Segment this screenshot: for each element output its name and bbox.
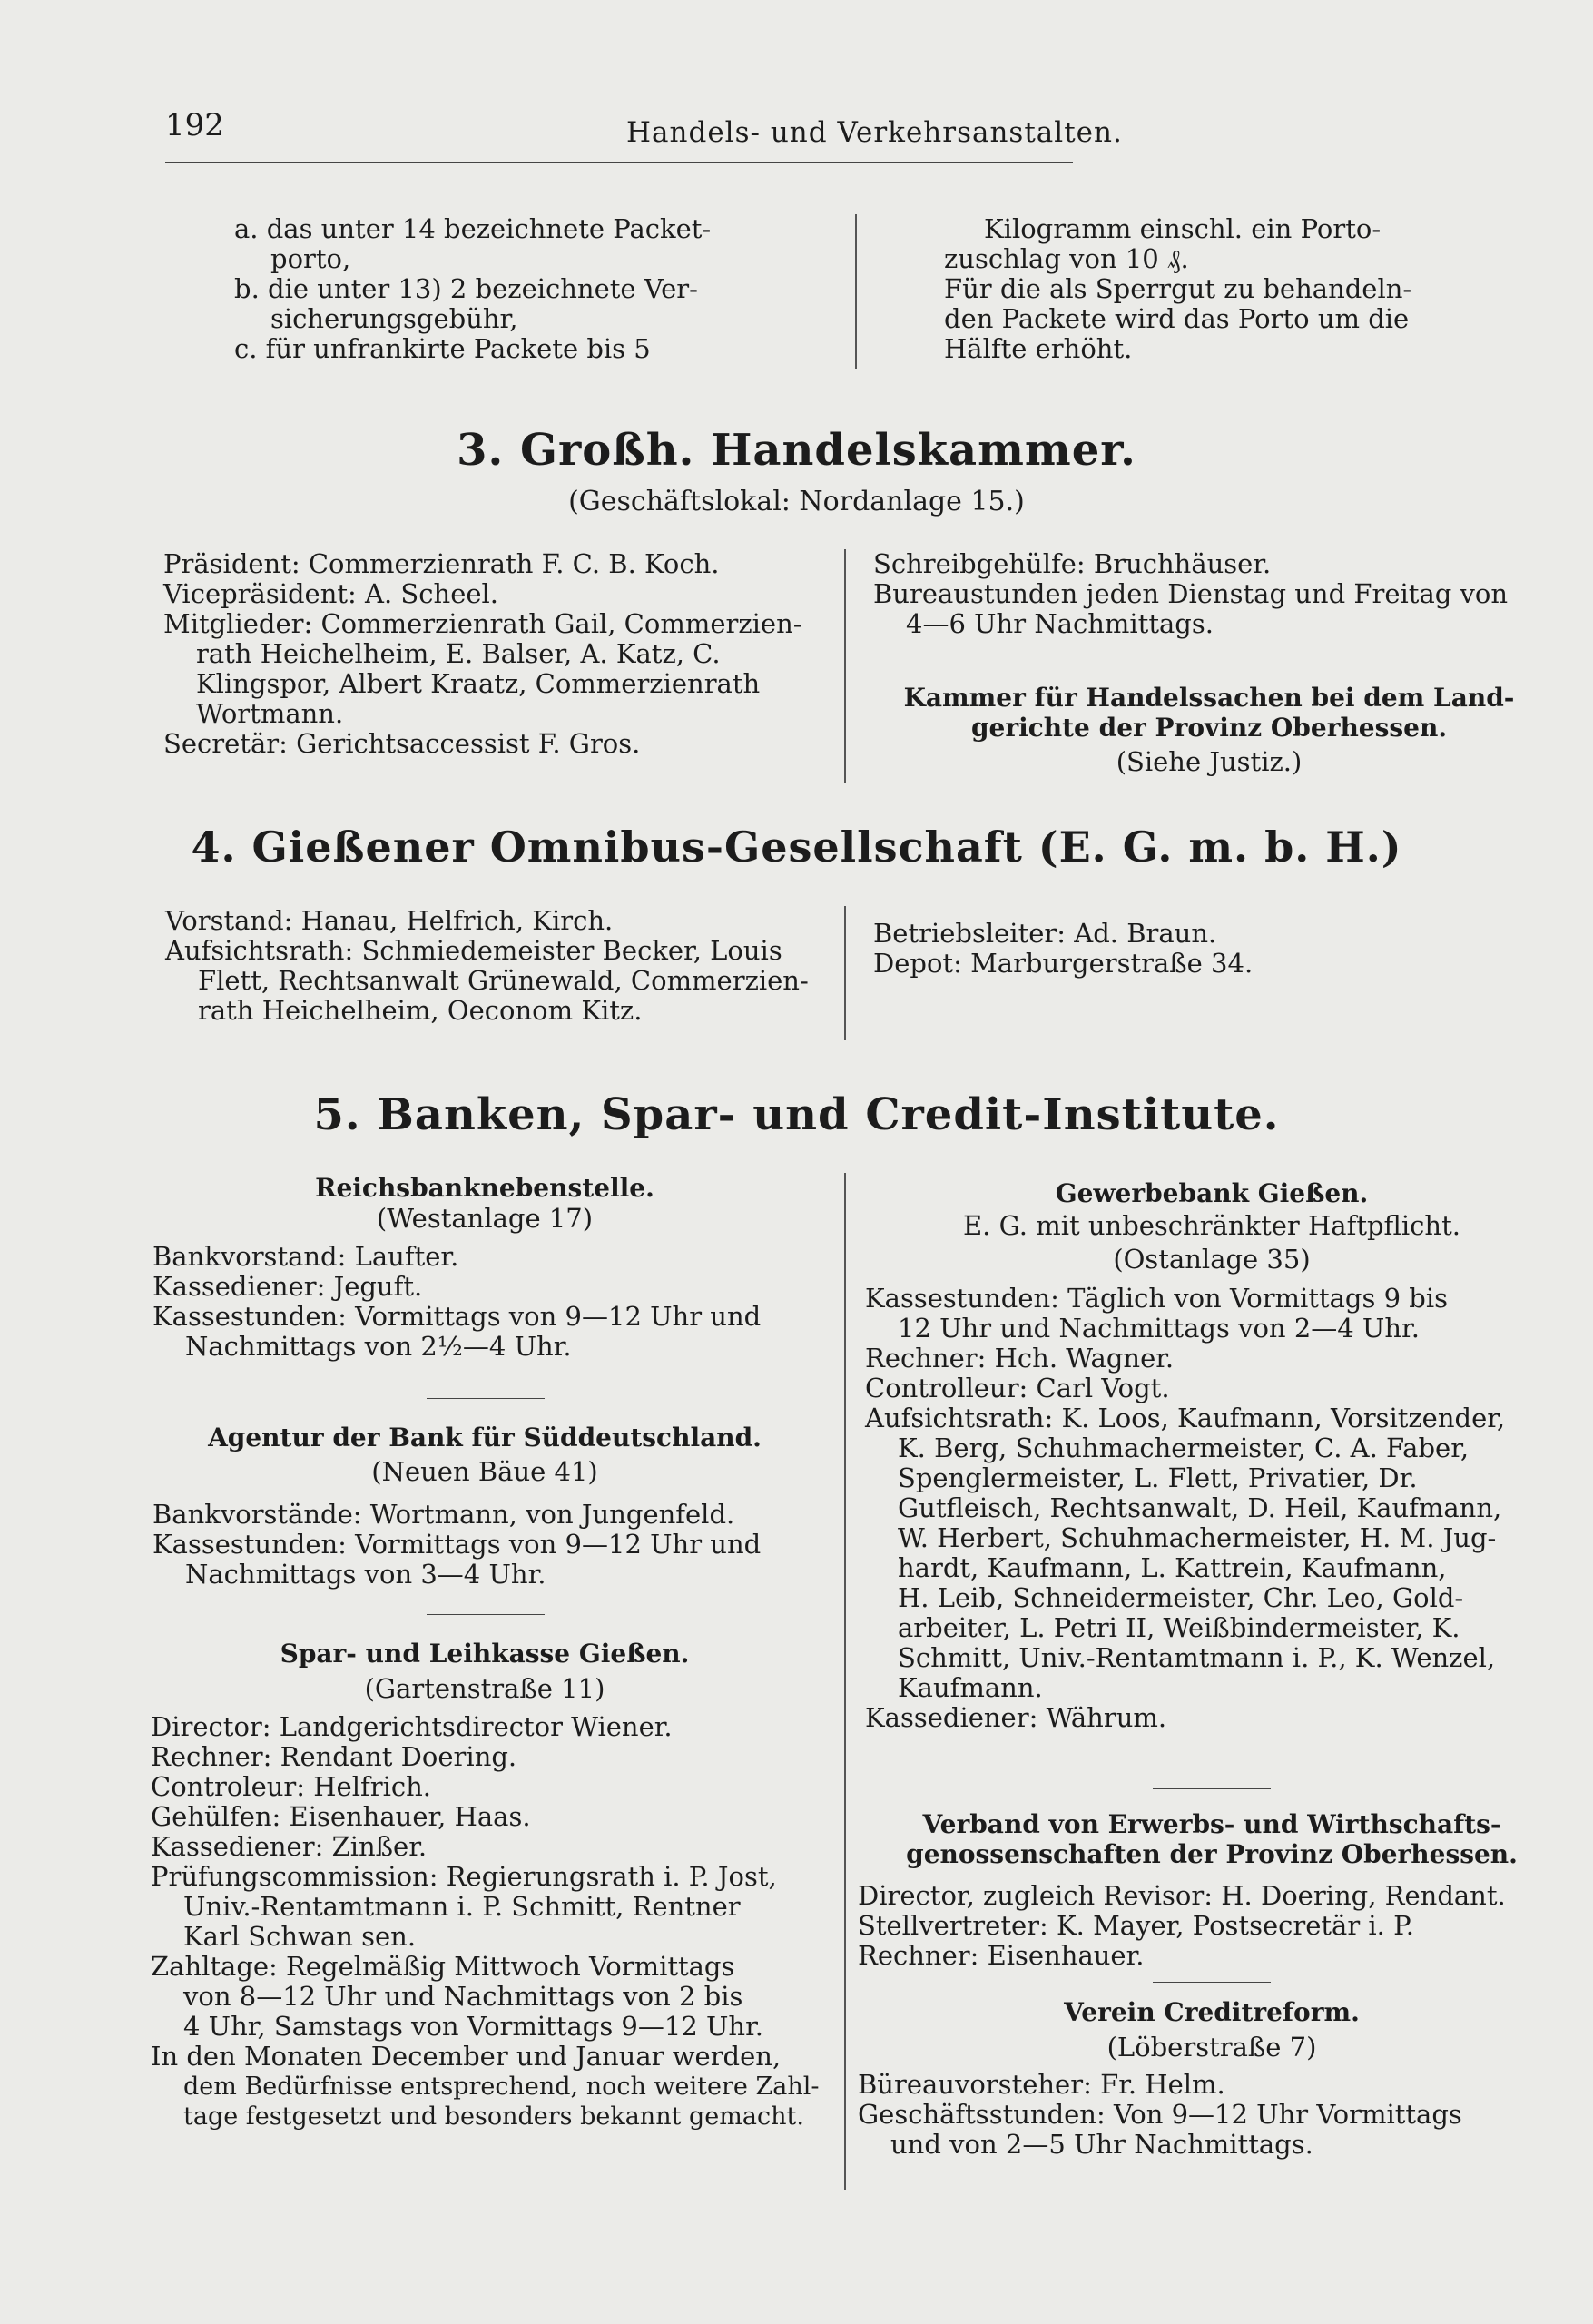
verband-heading-line: Verband von Erwerbs- und Wirthschafts-: [922, 1809, 1501, 1839]
text-line: Flett, Rechtsanwalt Grünewald, Commerzien-: [198, 965, 809, 996]
text-line: rath Heichelheim, Oeconom Kitz.: [198, 995, 643, 1026]
sparkasse-heading: Spar- und Leihkasse Gießen.: [280, 1639, 690, 1669]
text-line: Secretär: Gerichtsaccessist F. Gros.: [163, 728, 641, 759]
text-line: Bankvorstände: Wortmann, von Jungenfeld.: [152, 1499, 735, 1530]
column-divider: [855, 214, 857, 369]
text-line: Bankvorstand: Laufter.: [152, 1241, 459, 1272]
text-line: Aufsichtsrath: Schmiedemeister Becker, Louis: [165, 935, 782, 966]
verband-details: [858, 1881, 1506, 1971]
reichsbank-details: [152, 1242, 761, 1362]
running-title: Handels- und Verkehrsanstalten.: [626, 116, 1123, 149]
section-3-left: [163, 549, 802, 759]
gewerbebank-subline: E. G. mit unbeschränkter Haftpflicht.: [963, 1210, 1460, 1241]
text-line: Gutfleisch, Rechtsanwalt, D. Heil, Kaufmann,: [898, 1492, 1502, 1523]
gewerbebank-details: [865, 1284, 1505, 1733]
gewerbebank-address: (Ostanlage 35): [1113, 1244, 1311, 1275]
text-line: Für die als Sperrgut zu behandeln-: [944, 273, 1412, 304]
text-line: W. Herbert, Schuhmachermeister, H. M. Jug-: [898, 1522, 1497, 1553]
text-line: Rechner: Eisenhauer.: [858, 1940, 1145, 1971]
top-left-column: [234, 214, 711, 364]
text-line: Präsident: Commerzienrath F. C. B. Koch.: [163, 548, 720, 579]
text-line: sicherungsgebühr,: [270, 303, 518, 334]
kammer-heading-line: Kammer für Handelssachen bei dem Land-: [903, 683, 1515, 713]
text-line: Prüfungscommission: Regierungsrath i. P. Jost,: [151, 1861, 777, 1892]
verband-heading: [858, 1809, 1566, 1869]
text-line: Büreauvorsteher: Fr. Helm.: [858, 2069, 1225, 2100]
text-line: den Packete wird das Porto um die: [944, 303, 1410, 334]
text-line: Kassediener: Währum.: [865, 1702, 1167, 1733]
text-line: Hälfte erhöht.: [944, 333, 1133, 364]
separator: [427, 1398, 545, 1399]
text-line: hardt, Kaufmann, L. Kattrein, Kaufmann,: [898, 1552, 1447, 1583]
section-3-right: [873, 549, 1508, 639]
text-line: tage festgesetzt und besonders bekannt gemacht.: [183, 2102, 804, 2131]
agentur-address: (Neuen Bäue 41): [371, 1456, 598, 1487]
text-line: Nachmittags von 2½—4 Uhr.: [185, 1331, 572, 1362]
text-line: c. für unfrankirte Packete bis 5: [234, 333, 651, 364]
text-line: zuschlag von 10 ₰.: [944, 243, 1189, 274]
gewerbebank-heading: Gewerbebank Gießen.: [1055, 1178, 1369, 1208]
text-line: Stellvertreter: K. Mayer, Postsecretär i. P.: [858, 1910, 1414, 1941]
text-line: Rechner: Hch. Wagner.: [865, 1343, 1175, 1374]
text-line: b. die unter 13) 2 bezeichnete Ver-: [234, 273, 698, 304]
section-4-title: 4. Gießener Omnibus-Gesellschaft (E. G. m. b. H.): [191, 822, 1402, 872]
section-4-right: [873, 919, 1253, 979]
section-4-left: [165, 906, 809, 1026]
text-line: In den Monaten December und Januar werden,: [151, 2041, 782, 2072]
separator: [427, 1614, 545, 1615]
text-line: Kaufmann.: [898, 1672, 1043, 1703]
separator: [1153, 1788, 1271, 1789]
reichsbank-address: (Westanlage 17): [376, 1203, 594, 1234]
text-line: Director: Landgerichtsdirector Wiener.: [151, 1711, 673, 1742]
sparkasse-details: [151, 1712, 819, 2132]
text-line: Rechner: Rendant Doering.: [151, 1741, 517, 1772]
section-3-title: 3. Großh. Handelskammer.: [457, 425, 1136, 476]
text-line: Klingspor, Albert Kraatz, Commerzienrath: [196, 668, 761, 699]
text-line: porto,: [270, 243, 351, 274]
verein-details: [858, 2070, 1462, 2160]
text-line: Depot: Marburgerstraße 34.: [873, 948, 1254, 979]
text-line: Geschäftsstunden: Von 9—12 Uhr Vormittags: [858, 2099, 1462, 2130]
header-rule: [165, 162, 1073, 163]
section-3-subtitle: (Geschäftslokal: Nordanlage 15.): [568, 486, 1025, 517]
text-line: und von 2—5 Uhr Nachmittags.: [890, 2129, 1313, 2160]
text-line: Wortmann.: [196, 698, 344, 729]
text-line: Gehülfen: Eisenhauer, Haas.: [151, 1801, 531, 1832]
separator: [1153, 1982, 1271, 1983]
text-line: Nachmittags von 3—4 Uhr.: [185, 1559, 546, 1590]
text-line: Mitglieder: Commerzienrath Gail, Commerzien-: [163, 608, 802, 639]
text-line: Kassestunden: Vormittags von 9—12 Uhr und: [152, 1529, 762, 1560]
text-line: Kilogramm einschl. ein Porto-: [984, 213, 1382, 244]
text-line: Vicepräsident: A. Scheel.: [163, 578, 499, 609]
text-line: Kassediener: Jeguft.: [152, 1271, 423, 1302]
text-line: von 8—12 Uhr und Nachmittags von 2 bis: [183, 1981, 743, 2012]
text-line: Karl Schwan sen.: [183, 1921, 417, 1952]
agentur-details: [152, 1500, 761, 1590]
page-number: 192: [165, 107, 224, 143]
column-divider: [844, 1173, 846, 2190]
agentur-heading: Agentur der Bank für Süddeutschland.: [208, 1423, 762, 1452]
text-line: Kassestunden: Täglich von Vormittags 9 bis: [865, 1283, 1448, 1314]
section-5-title: 5. Banken, Spar- und Credit-Institute.: [313, 1089, 1280, 1140]
text-line: 12 Uhr und Nachmittags von 2—4 Uhr.: [898, 1313, 1420, 1344]
text-line: K. Berg, Schuhmachermeister, C. A. Faber,: [898, 1433, 1470, 1463]
text-line: Zahltage: Regelmäßig Mittwoch Vormittags: [151, 1951, 735, 1982]
text-line: Bureaustunden jeden Dienstag und Freitag von: [873, 578, 1509, 609]
text-line: Controlleur: Carl Vogt.: [865, 1373, 1170, 1403]
text-line: Director, zugleich Revisor: H. Doering, Rendant.: [858, 1880, 1506, 1911]
sparkasse-address: (Gartenstraße 11): [364, 1673, 605, 1704]
text-line: Controleur: Helfrich.: [151, 1771, 432, 1802]
verein-heading: Verein Creditreform.: [1064, 1997, 1360, 2027]
text-line: Kassestunden: Vormittags von 9—12 Uhr und: [152, 1301, 762, 1332]
reichsbank-heading: Reichsbanknebenstelle.: [315, 1173, 654, 1203]
kammer-heading: [855, 683, 1563, 743]
text-line: rath Heichelheim, E. Balser, A. Katz, C.: [196, 638, 721, 669]
text-line: Betriebsleiter: Ad. Braun.: [873, 918, 1217, 949]
text-line: dem Bedürfnisse entsprechend, noch weitere Zahl-: [183, 2073, 820, 2101]
text-line: 4 Uhr, Samstags von Vormittags 9—12 Uhr.: [183, 2011, 764, 2042]
column-divider: [844, 906, 846, 1040]
text-line: Spenglermeister, L. Flett, Privatier, Dr.: [898, 1462, 1418, 1493]
text-line: Schmitt, Univ.-Rentamtmann i. P., K. Wenzel,: [898, 1642, 1496, 1673]
text-line: Aufsichtsrath: K. Loos, Kaufmann, Vorsitzender,: [865, 1403, 1506, 1433]
text-line: Vorstand: Hanau, Helfrich, Kirch.: [165, 905, 614, 936]
verein-address: (Löberstraße 7): [1106, 2032, 1317, 2063]
text-line: a. das unter 14 bezeichnete Packet-: [234, 213, 712, 244]
text-line: Schreibgehülfe: Bruchhäuser.: [873, 548, 1272, 579]
kammer-heading-line: gerichte der Provinz Oberhessen.: [970, 713, 1448, 743]
top-right-column: [944, 214, 1411, 364]
column-divider: [844, 549, 846, 783]
text-line: arbeiter, L. Petri II, Weißbindermeister, K.: [898, 1612, 1460, 1643]
text-line: H. Leib, Schneidermeister, Chr. Leo, Gold-: [898, 1582, 1464, 1613]
text-line: Univ.-Rentamtmann i. P. Schmitt, Rentner: [183, 1891, 741, 1922]
text-line: Kassediener: Zinßer.: [151, 1831, 428, 1862]
verband-heading-line: genossenschaften der Provinz Oberhessen.: [906, 1839, 1518, 1869]
kammer-note: (Siehe Justiz.): [1116, 746, 1303, 777]
text-line: 4—6 Uhr Nachmittags.: [906, 608, 1214, 639]
